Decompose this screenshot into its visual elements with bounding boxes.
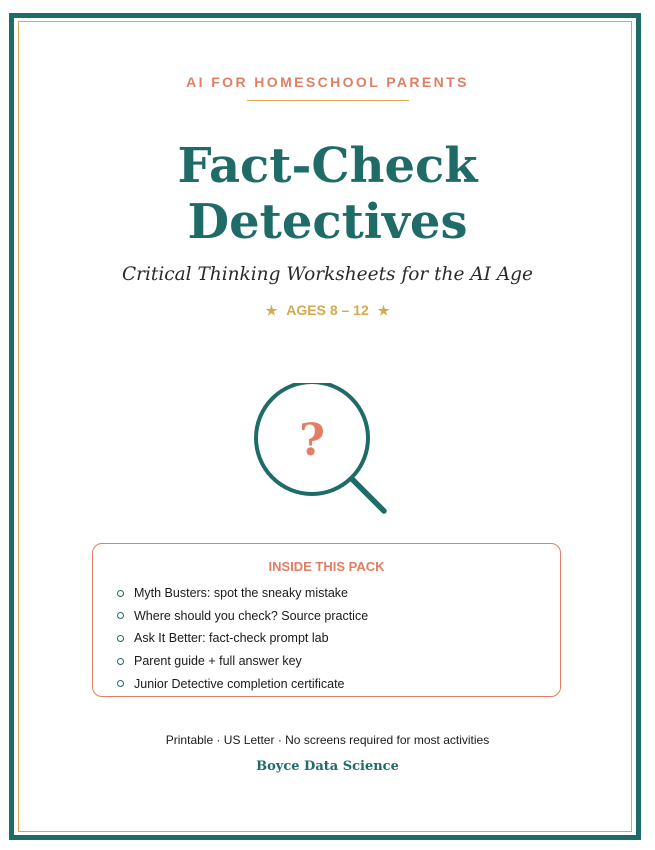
series-label: AI FOR HOMESCHOOL PARENTS <box>186 74 469 90</box>
bullet-icon <box>117 680 124 687</box>
pack-contents-box <box>92 543 561 697</box>
list-item <box>117 582 368 605</box>
list-item-text: Ask It Better: fact-check prompt lab <box>134 631 329 646</box>
age-range-badge <box>0 302 655 319</box>
list-item-text: Where should you check? Source practice <box>134 608 369 623</box>
list-item <box>117 627 368 650</box>
list-item <box>117 605 368 628</box>
star-icon: ★ <box>265 303 278 318</box>
footer-note: Printable · US Letter · No screens required for most activities <box>165 733 490 747</box>
list-item-text: Myth Busters: spot the sneaky mistake <box>134 586 348 601</box>
title-line-1: Fact-Check <box>177 138 478 194</box>
magnifying-glass-question-icon <box>250 383 392 517</box>
list-item-text: Parent guide + full answer key <box>134 654 302 669</box>
title-line-2: Detectives <box>187 194 468 250</box>
pack-heading: INSIDE THIS PACK <box>268 559 385 574</box>
bullet-icon <box>117 612 124 619</box>
list-item-text: Junior Detective completion certificate <box>134 676 345 691</box>
brand-name: Boyce Data Science <box>256 759 399 774</box>
divider <box>247 100 409 101</box>
bullet-icon <box>117 658 124 665</box>
bullet-icon <box>117 635 124 642</box>
question-mark: ? <box>299 415 325 466</box>
list-item <box>117 672 368 695</box>
pack-list <box>117 582 368 695</box>
star-icon: ★ <box>377 303 390 318</box>
list-item <box>117 650 368 673</box>
age-range-text: AGES 8 – 12 <box>286 302 369 318</box>
bullet-icon <box>117 590 124 597</box>
subtitle: Critical Thinking Worksheets for the AI Age <box>122 264 533 285</box>
